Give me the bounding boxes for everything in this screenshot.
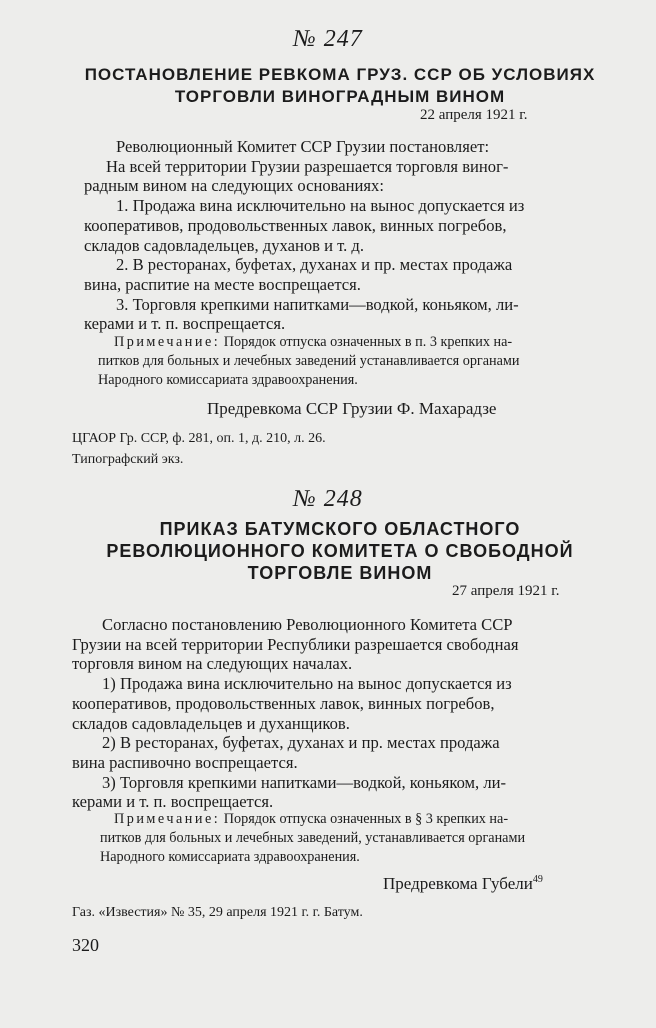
note-line: питков для больных и лечебных заведений устанавливается органами: [98, 353, 520, 369]
signature-247: Предревкома ССР Грузии Ф. Махарадзе: [207, 399, 497, 418]
source-line: ЦГАОР Гр. ССР, ф. 281, оп. 1, д. 210, л. 26.: [72, 431, 326, 446]
note-line: питков для больных и лечебных заведений, устанавливается органами: [100, 830, 526, 846]
body-line: 2. В ресторанах, буфетах, духанах и пр. местах продажа: [116, 255, 513, 275]
note-line: Народного комиссариата здравоохранения.: [100, 849, 360, 865]
document-note-248: [100, 810, 615, 867]
note-text: Порядок отпуска означенных в § 3 крепких на-: [223, 811, 509, 827]
footnote-reference: 49: [532, 874, 543, 885]
note-text: Порядок отпуска означенных в п. 3 крепких на-: [223, 334, 513, 350]
title-line: ТОРГОВЛЕ ВИНОМ: [247, 563, 433, 583]
note-line: Народного комиссариата здравоохранения.: [98, 372, 358, 388]
body-line: радным вином на следующих основаниях:: [84, 176, 384, 196]
document-body-247: [86, 137, 610, 334]
document-note-247: [100, 333, 612, 390]
body-line: 3. Торговля крепкими напитками—водкой, коньяком, ли-: [116, 294, 519, 314]
document-title-248: [40, 518, 640, 584]
body-line: На всей территории Грузии разрешается торговля виног-: [106, 156, 509, 176]
page-number: 320: [72, 935, 99, 955]
body-line: Грузии на всей территории Республики разрешается свободная: [72, 634, 519, 654]
document-number-247: № 247: [293, 26, 363, 52]
document-number-248: № 248: [293, 486, 363, 512]
title-line: РЕВОЛЮЦИОННОГО КОМИТЕТА О СВОБОДНОЙ: [106, 541, 574, 561]
signature-text: Предревкома Губели: [383, 874, 533, 893]
body-line: кооперативов, продовольственных лавок, винных погребов,: [84, 215, 507, 235]
note-line: [100, 810, 615, 829]
body-line: керами и т. п. воспрещается.: [72, 792, 274, 812]
title-line: ПОСТАНОВЛЕНИЕ РЕВКОМА ГРУЗ. ССР ОБ УСЛОВИЯХ: [84, 65, 596, 84]
body-line: вина распивочно воспрещается.: [72, 752, 298, 772]
document-date-248: 27 апреля 1921 г.: [452, 583, 560, 599]
archive-source-247: [72, 428, 326, 470]
newspaper-source-248: Газ. «Известия» № 35, 29 апреля 1921 г. г. Батум.: [72, 905, 363, 920]
source-line: Типографский экз.: [72, 452, 184, 467]
title-line: ПРИКАЗ БАТУМСКОГО ОБЛАСТНОГО: [159, 519, 521, 539]
body-line: 2) В ресторанах, буфетах, духанах и пр. местах продажа: [102, 733, 500, 753]
document-body-248: [72, 615, 614, 812]
note-label: Примечание:: [114, 811, 221, 827]
note-line: [100, 333, 612, 352]
title-line: ТОРГОВЛИ ВИНОГРАДНЫМ ВИНОМ: [174, 87, 506, 106]
body-line: 1) Продажа вина исключительно на вынос допускается из: [102, 674, 512, 694]
body-line: торговля вином на следующих началах.: [72, 654, 353, 674]
body-line: 1. Продажа вина исключительно на вынос допускается из: [116, 196, 525, 216]
body-line: 3) Торговля крепкими напитками—водкой, коньяком, ли-: [102, 772, 507, 792]
body-line: кооперативов, продовольственных лавок, винных погребов,: [72, 693, 495, 713]
body-line: Согласно постановлению Революционного Комитета ССР: [102, 615, 513, 634]
signature-248: [383, 874, 543, 894]
body-line: складов садовладельцев, духанов и т. д.: [84, 235, 365, 255]
body-line: складов садовладельцев и духанщиков.: [72, 713, 350, 733]
body-line: вина, распитие на месте воспрещается.: [84, 274, 361, 294]
document-date-247: 22 апреля 1921 г.: [420, 107, 528, 123]
body-line: Революционный Комитет ССР Грузии постановляет:: [116, 137, 490, 156]
document-title-247: [40, 64, 640, 108]
body-line: керами и т. п. воспрещается.: [84, 314, 286, 334]
note-label: Примечание:: [114, 334, 221, 350]
